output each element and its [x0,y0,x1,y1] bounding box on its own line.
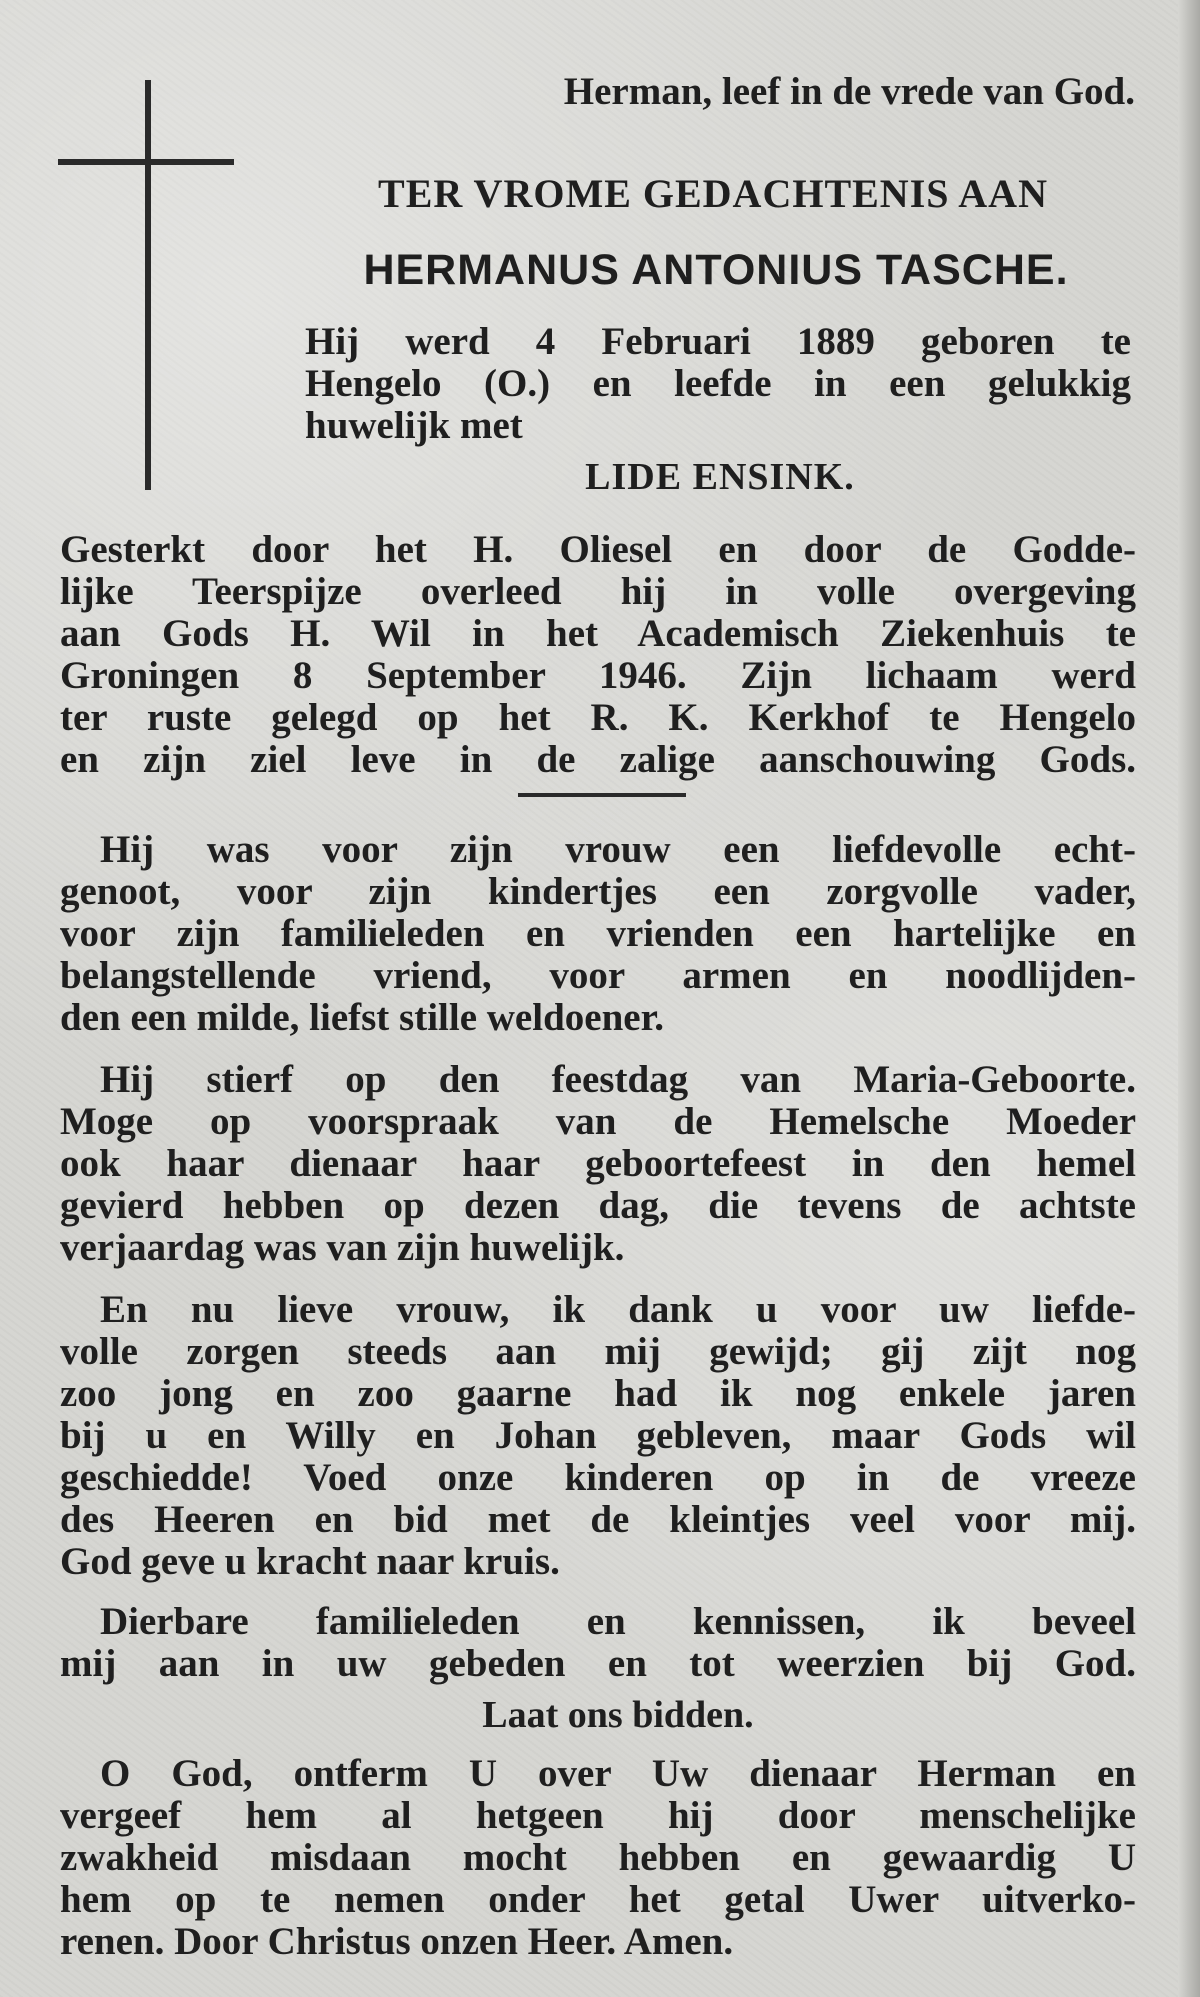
card-edge-shadow [1178,0,1200,1997]
para4-line: En nu lieve vrouw, ik dank u voor uw liefde- [100,1288,1136,1331]
prayer-line: zwakheid misdaan mocht hebben en gewaardig U [60,1836,1136,1879]
para2-line: den een milde, liefst stille weldoener. [60,996,665,1039]
para3-line: ook haar dienaar haar geboortefeest in den hemel [60,1142,1136,1185]
prayer-line: hem op te nemen onder het getal Uwer uitverko- [60,1878,1136,1921]
birth-line: Hij werd 4 Februari 1889 geboren te [305,320,1131,363]
para4-line: geschiedde! Voed onze kinderen op in de vreeze [60,1456,1136,1499]
para4-line: zoo jong en zoo gaarne had ik nog enkele jaren [60,1372,1136,1415]
prayer-line: vergeef hem al hetgeen hij door menschelijke [60,1794,1136,1837]
para3-line: gevierd hebben op dezen dag, die tevens de achtste [60,1184,1136,1227]
birth-line: Hengelo (O.) en leefde in een gelukkig [305,362,1131,405]
para1-line: aan Gods H. Wil in het Academisch Ziekenhuis te [60,612,1136,655]
para1-line: lijke Teerspijze overleed hij in volle overgeving [60,570,1136,613]
cross-vertical-bar [145,80,151,490]
para2-line: Hij was voor zijn vrouw een liefdevolle echt- [100,828,1136,871]
prayer-heading: Laat ons bidden. [482,1694,754,1736]
prayer-line: O God, ontferm U over Uw dienaar Herman en [100,1752,1136,1795]
deceased-name: HERMANUS ANTONIUS TASCHE. [363,246,1069,294]
spouse-name: LIDE ENSINK. [585,456,855,498]
para1-line: Groningen 8 September 1946. Zijn lichaam werd [60,654,1136,697]
para3-line: Hij stierf op den feestdag van Maria-Geboorte. [100,1058,1136,1101]
para5-line: Dierbare familieleden en kennissen, ik beveel [100,1600,1136,1643]
cross-horizontal-bar [58,159,234,165]
para2-line: belangstellende vriend, voor armen en noodlijden- [60,954,1136,997]
para5-line: mij aan in uw gebeden en tot weerzien bij God. [60,1642,1136,1685]
para1-line: ter ruste gelegd op het R. K. Kerkhof te Hengelo [60,696,1136,739]
prayer-line: renen. Door Christus onzen Heer. Amen. [60,1920,734,1963]
para1-line: en zijn ziel leve in de zalige aanschouwing Gods. [60,738,1136,781]
para2-line: voor zijn familieleden en vrienden een hartelijke en [60,912,1136,955]
para4-line: des Heeren en bid met de kleintjes veel voor mij. [60,1498,1136,1541]
para4-line: God geve u kracht naar kruis. [60,1540,560,1583]
para2-line: genoot, voor zijn kindertjes een zorgvolle vader, [60,870,1136,913]
para3-line: Moge op voorspraak van de Hemelsche Moeder [60,1100,1136,1143]
birth-line: huwelijk met [305,404,523,447]
section-divider [518,793,686,797]
verse-line: Herman, leef in de vrede van God. [563,70,1135,113]
para3-line: verjaardag was van zijn huwelijk. [60,1226,625,1269]
para4-line: bij u en Willy en Johan gebleven, maar Gods wil [60,1414,1136,1457]
para4-line: volle zorgen steeds aan mij gewijd; gij zijt nog [60,1330,1136,1373]
para1-line: Gesterkt door het H. Oliesel en door de Godde- [60,528,1136,571]
dedication-heading: TER VROME GEDACHTENIS AAN [378,171,1048,216]
